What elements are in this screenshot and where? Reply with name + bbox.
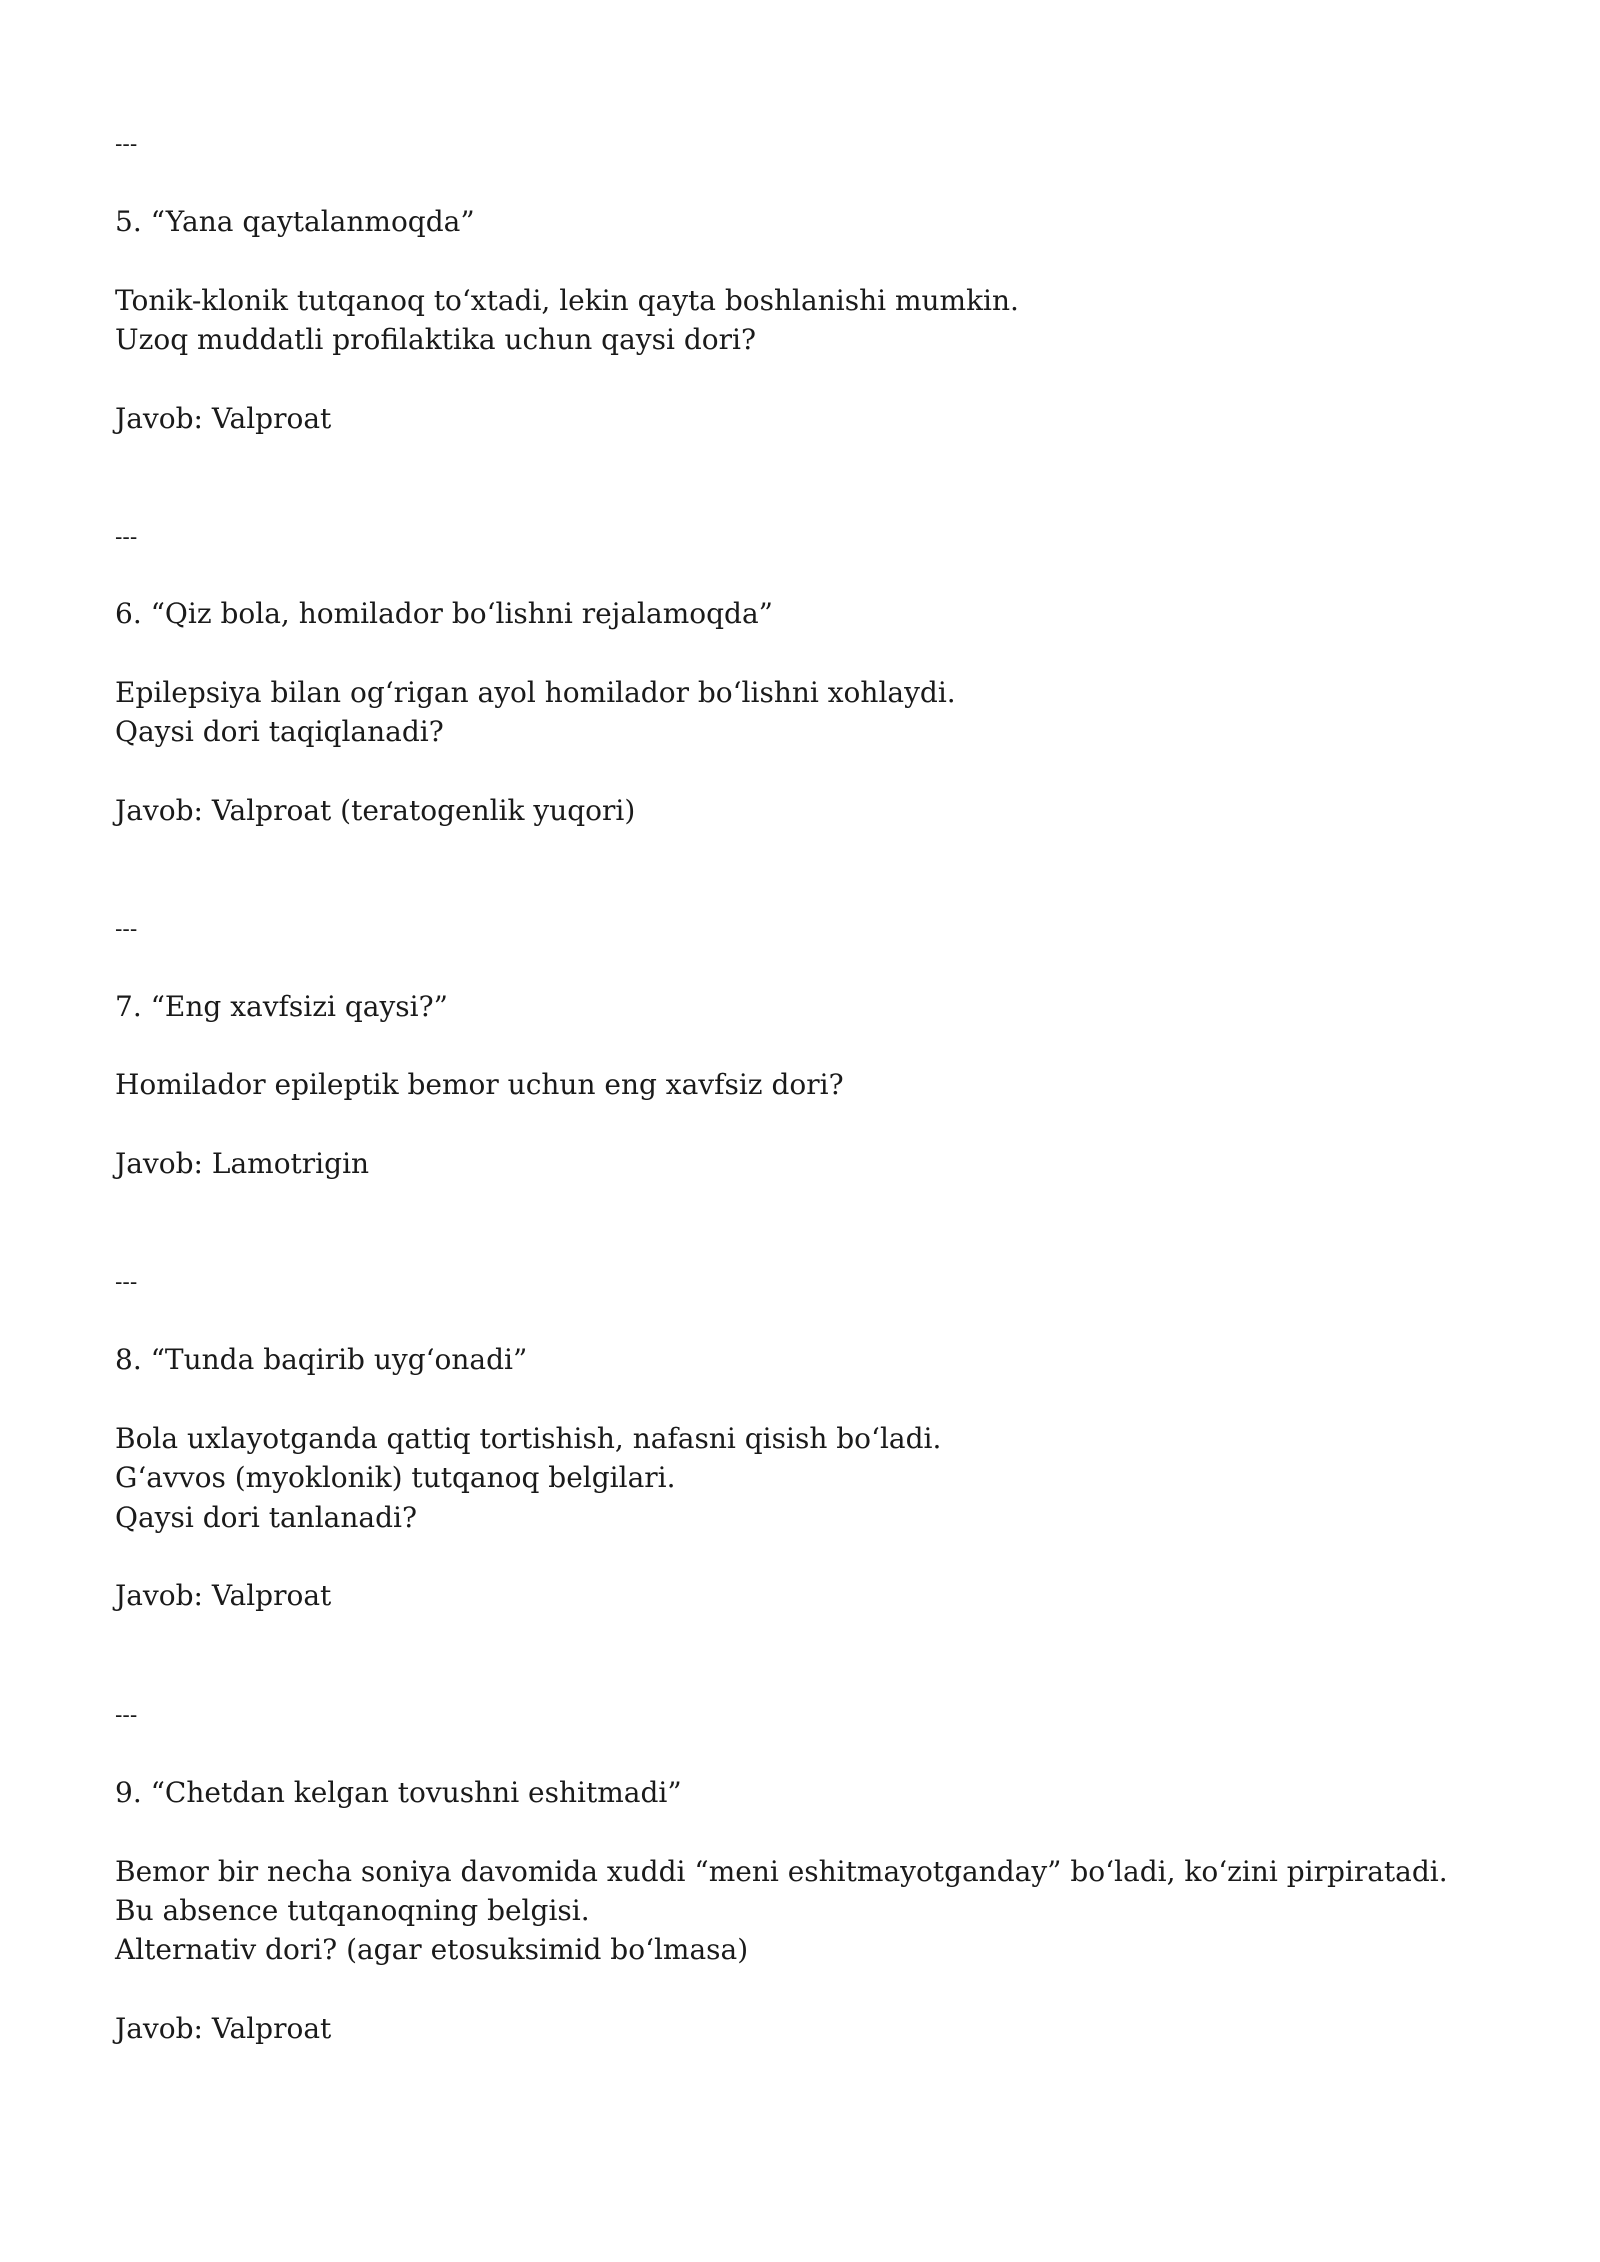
- answer-line: Javob: Valproat: [115, 2012, 332, 2045]
- question-title: 5. “Yana qaytalanmoqda”: [115, 205, 475, 238]
- question-text-line: Gʻavvos (myoklonik) tutqanoq belgilari.: [115, 1461, 676, 1494]
- question-title: 8. “Tunda baqirib uygʻonadi”: [115, 1343, 528, 1376]
- question-title: 9. “Chetdan kelgan tovushni eshitmadi”: [115, 1776, 682, 1809]
- question-text-line: Uzoq muddatli profilaktika uchun qaysi dori?: [115, 323, 756, 356]
- question-text-line: Qaysi dori taqiqlanadi?: [115, 715, 444, 748]
- section-separator: ---: [115, 917, 138, 942]
- question-title: 6. “Qiz bola, homilador boʻlishni rejalamoqda”: [115, 597, 773, 630]
- question-text-line: Qaysi dori tanlanadi?: [115, 1501, 417, 1534]
- answer-line: Javob: Lamotrigin: [115, 1147, 370, 1180]
- question-text-line: Homilador epileptik bemor uchun eng xavfsiz dori?: [115, 1068, 844, 1101]
- section-separator: ---: [115, 132, 138, 157]
- question-text-line: Epilepsiya bilan ogʻrigan ayol homilador boʻlishni xohlaydi.: [115, 676, 956, 709]
- section-separator: ---: [115, 1703, 138, 1728]
- question-text-line: Bemor bir necha soniya davomida xuddi “meni eshitmayotganday” boʻladi, koʻzini pirpiratadi.: [115, 1855, 1448, 1888]
- section-separator: ---: [115, 1270, 138, 1295]
- question-text-line: Bu absence tutqanoqning belgisi.: [115, 1894, 590, 1927]
- answer-line: Javob: Valproat: [115, 402, 332, 435]
- section-separator: ---: [115, 525, 138, 550]
- question-text-line: Tonik-klonik tutqanoq toʻxtadi, lekin qayta boshlanishi mumkin.: [115, 284, 1019, 317]
- answer-line: Javob: Valproat (teratogenlik yuqori): [115, 794, 636, 827]
- question-text-line: Alternativ dori? (agar etosuksimid boʻlmasa): [115, 1933, 749, 1966]
- answer-line: Javob: Valproat: [115, 1579, 332, 1612]
- question-text-line: Bola uxlayotganda qattiq tortishish, nafasni qisish boʻladi.: [115, 1422, 942, 1455]
- question-title: 7. “Eng xavfsizi qaysi?”: [115, 990, 448, 1023]
